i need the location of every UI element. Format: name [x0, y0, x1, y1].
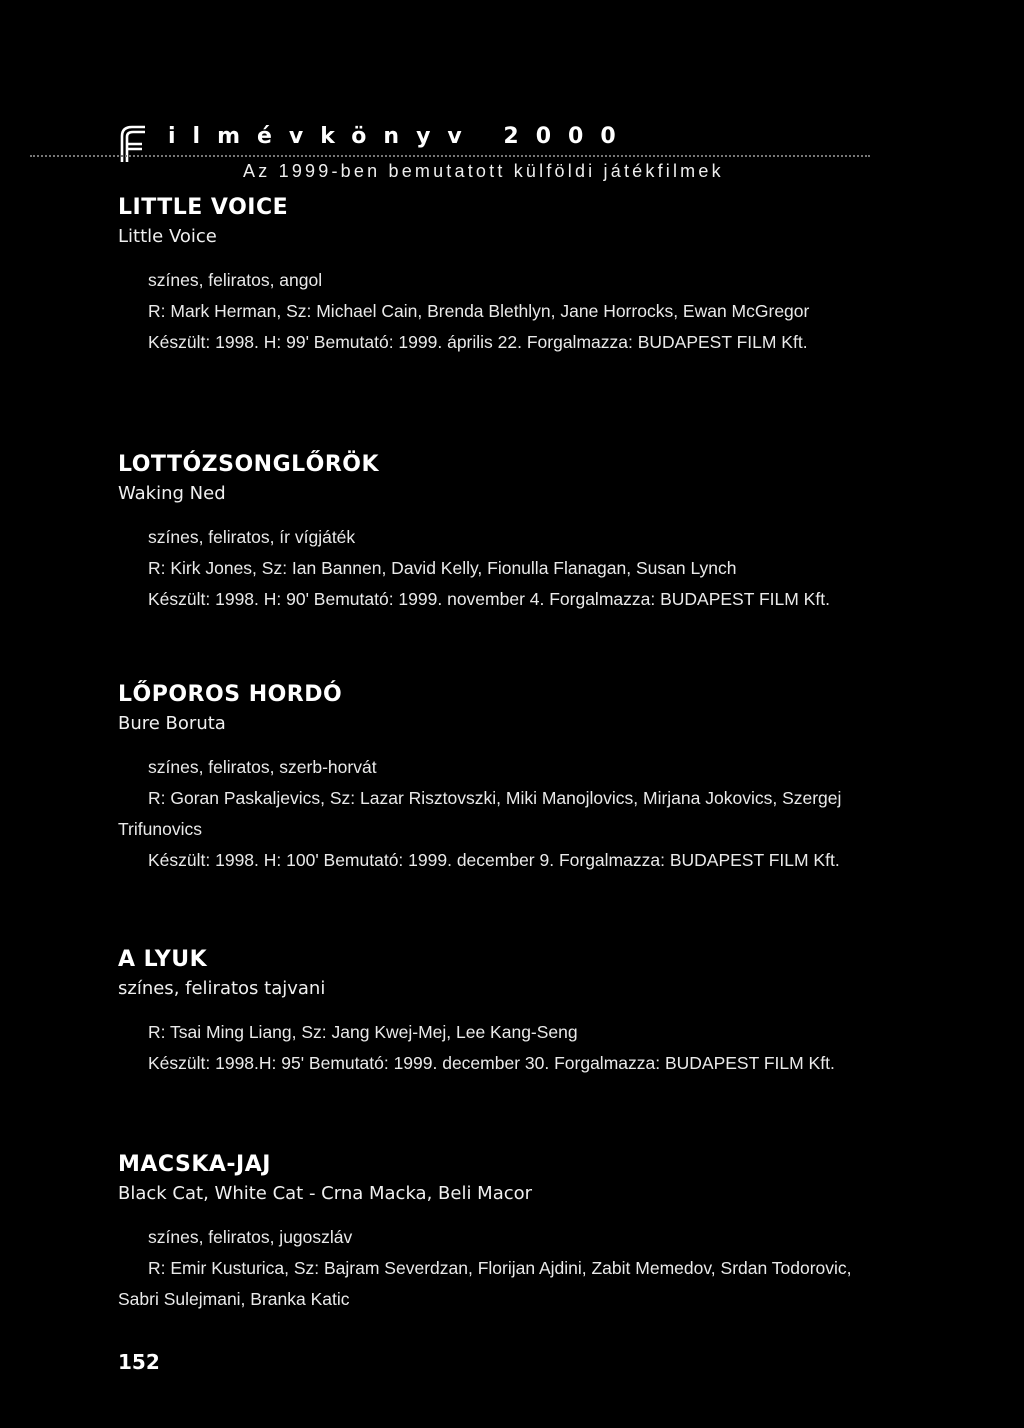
- page-header: [0, 110, 1024, 190]
- film-original-title: Little Voice: [118, 226, 217, 247]
- film-detail-line: színes, feliratos, ír vígjáték: [148, 527, 356, 547]
- film-details: [118, 265, 868, 358]
- film-details: [118, 1017, 868, 1079]
- section-subtitle: Az 1999-ben bemutatott külföldi játékfilmek: [243, 161, 724, 181]
- film-detail-line: Készült: 1998. H: 99' Bemutató: 1999. április 22. Forgalmazza: BUDAPEST FILM Kft.: [148, 332, 808, 352]
- film-original-title: Bure Boruta: [118, 713, 226, 734]
- film-detail-line: Készült: 1998. H: 100' Bemutató: 1999. december 9. Forgalmazza: BUDAPEST FILM Kft.: [148, 850, 840, 870]
- yearbook-title: ilmévkönyv 2000: [168, 124, 633, 149]
- film-title: LOTTÓZSONGLŐRÖK: [118, 452, 380, 477]
- film-title: LITTLE VOICE: [118, 195, 289, 220]
- film-detail-line: R: Goran Paskaljevics, Sz: Lazar Risztovszki, Miki Manojlovics, Mirjana Jokovics, Szergej Trifunovics: [118, 788, 842, 839]
- filmevkonyv-logo-icon: [118, 124, 148, 164]
- film-entry: [118, 680, 878, 876]
- header-dotted-rule: [30, 155, 870, 157]
- film-title: LŐPOROS HORDÓ: [118, 682, 343, 707]
- film-detail-line: színes, feliratos, angol: [148, 270, 323, 290]
- film-detail-line: Készült: 1998. H: 90' Bemutató: 1999. november 4. Forgalmazza: BUDAPEST FILM Kft.: [148, 589, 830, 609]
- film-detail-line: színes, feliratos, jugoszláv: [148, 1227, 353, 1247]
- film-detail-line: R: Mark Herman, Sz: Michael Cain, Brenda Blethlyn, Jane Horrocks, Ewan McGregor: [148, 301, 810, 321]
- film-original-title: színes, feliratos tajvani: [118, 978, 326, 999]
- film-detail-line: R: Tsai Ming Liang, Sz: Jang Kwej-Mej, Lee Kang-Seng: [148, 1022, 578, 1042]
- page-number: 152: [118, 1350, 160, 1374]
- film-original-title: Waking Ned: [118, 483, 226, 504]
- film-title: MACSKA-JAJ: [118, 1152, 271, 1177]
- film-detail-line: R: Kirk Jones, Sz: Ian Bannen, David Kelly, Fionulla Flanagan, Susan Lynch: [148, 558, 737, 578]
- film-entry: [118, 1150, 878, 1315]
- film-details: [118, 1222, 868, 1315]
- film-detail-line: színes, feliratos, szerb-horvát: [148, 757, 377, 777]
- film-title: A LYUK: [118, 947, 208, 972]
- film-details: [118, 522, 868, 615]
- film-detail-line: R: Emir Kusturica, Sz: Bajram Severdzan, Florijan Ajdini, Zabit Memedov, Srdan Todorovic, Sabri Sulejmani, Branka Katic: [118, 1258, 852, 1309]
- film-detail-line: Készült: 1998.H: 95' Bemutató: 1999. december 30. Forgalmazza: BUDAPEST FILM Kft.: [148, 1053, 835, 1073]
- film-original-title: Black Cat, White Cat - Crna Macka, Beli Macor: [118, 1183, 533, 1204]
- film-entry: [118, 193, 878, 358]
- film-details: [118, 752, 868, 876]
- film-entry: [118, 945, 878, 1079]
- film-entry: [118, 450, 878, 615]
